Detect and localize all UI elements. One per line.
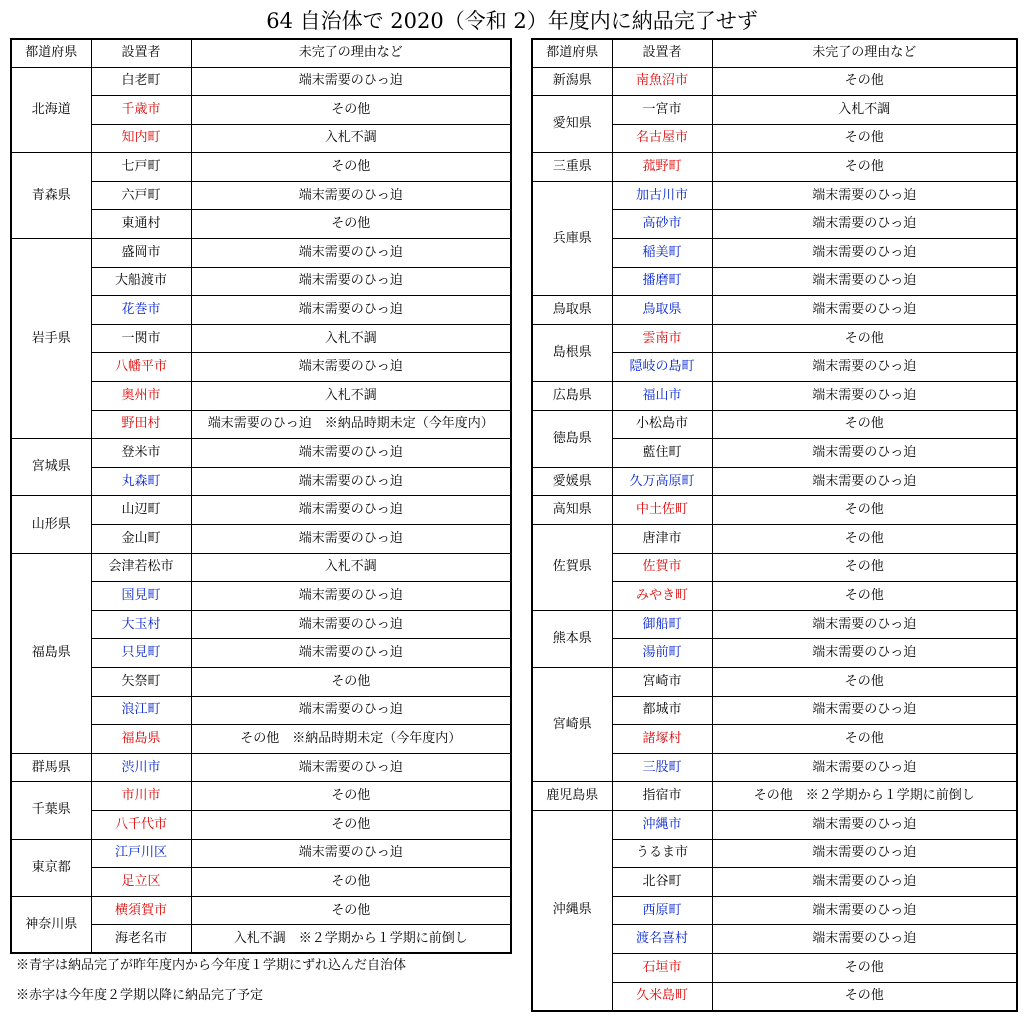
reason-cell: 入札不調 bbox=[191, 124, 511, 153]
installer-cell: 藍住町 bbox=[612, 439, 712, 468]
installer-cell: 石垣市 bbox=[612, 953, 712, 982]
reason-cell: 端末需要のひっ迫 bbox=[712, 353, 1017, 382]
installer-cell: 唐津市 bbox=[612, 525, 712, 554]
table-row bbox=[532, 181, 1017, 210]
reason-cell: 端末需要のひっ迫 bbox=[712, 467, 1017, 496]
header-reason: 未完了の理由など bbox=[191, 39, 511, 67]
reason-cell: 端末需要のひっ迫 bbox=[712, 696, 1017, 725]
installer-cell: 野田村 bbox=[91, 410, 191, 439]
reason-cell: 端末需要のひっ迫 bbox=[191, 296, 511, 325]
reason-cell: その他 bbox=[712, 553, 1017, 582]
prefecture-cell: 宮崎県 bbox=[532, 667, 612, 781]
left-table bbox=[10, 38, 512, 954]
reason-cell: 端末需要のひっ迫 bbox=[191, 67, 511, 96]
reason-cell: その他 bbox=[712, 667, 1017, 696]
installer-cell: 東通村 bbox=[91, 210, 191, 239]
table-header-row bbox=[532, 39, 1017, 67]
table-row bbox=[532, 96, 1017, 125]
prefecture-cell: 岩手県 bbox=[11, 239, 91, 439]
installer-cell: 御船町 bbox=[612, 610, 712, 639]
reason-cell: 端末需要のひっ迫 bbox=[712, 896, 1017, 925]
installer-cell: 国見町 bbox=[91, 582, 191, 611]
table-row bbox=[11, 153, 511, 182]
installer-cell: 渋川市 bbox=[91, 753, 191, 782]
reason-cell: 端末需要のひっ迫 bbox=[191, 839, 511, 868]
reason-cell: 端末需要のひっ迫 bbox=[712, 210, 1017, 239]
installer-cell: 会津若松市 bbox=[91, 553, 191, 582]
reason-cell: その他 bbox=[191, 810, 511, 839]
header-installer: 設置者 bbox=[91, 39, 191, 67]
prefecture-cell: 兵庫県 bbox=[532, 181, 612, 295]
reason-cell: 端末需要のひっ迫 bbox=[191, 525, 511, 554]
table-row bbox=[11, 439, 511, 468]
table-row bbox=[532, 296, 1017, 325]
installer-cell: 北谷町 bbox=[612, 868, 712, 897]
prefecture-cell: 広島県 bbox=[532, 382, 612, 411]
installer-cell: 加古川市 bbox=[612, 181, 712, 210]
installer-cell: 八幡平市 bbox=[91, 353, 191, 382]
header-prefecture: 都道府県 bbox=[11, 39, 91, 67]
reason-cell: その他 bbox=[191, 667, 511, 696]
prefecture-cell: 愛知県 bbox=[532, 96, 612, 153]
reason-cell: 端末需要のひっ迫 bbox=[191, 467, 511, 496]
installer-cell: 福島県 bbox=[91, 725, 191, 754]
table-row bbox=[532, 610, 1017, 639]
prefecture-cell: 東京都 bbox=[11, 839, 91, 896]
table-row bbox=[532, 382, 1017, 411]
reason-cell: その他 bbox=[191, 210, 511, 239]
table-row bbox=[11, 239, 511, 268]
installer-cell: 盛岡市 bbox=[91, 239, 191, 268]
installer-cell: 宮崎市 bbox=[612, 667, 712, 696]
reason-cell: 端末需要のひっ迫 bbox=[191, 582, 511, 611]
table-row bbox=[532, 496, 1017, 525]
installer-cell: 指宿市 bbox=[612, 782, 712, 811]
installer-cell: 湯前町 bbox=[612, 639, 712, 668]
reason-cell: 端末需要のひっ迫 bbox=[712, 810, 1017, 839]
prefecture-cell: 高知県 bbox=[532, 496, 612, 525]
reason-cell: 端末需要のひっ迫 bbox=[712, 296, 1017, 325]
table-row bbox=[532, 324, 1017, 353]
reason-cell: 端末需要のひっ迫 bbox=[712, 839, 1017, 868]
installer-cell: 海老名市 bbox=[91, 925, 191, 954]
prefecture-cell: 宮城県 bbox=[11, 439, 91, 496]
reason-cell: 端末需要のひっ迫 bbox=[191, 639, 511, 668]
installer-cell: 小松島市 bbox=[612, 410, 712, 439]
installer-cell: みやき町 bbox=[612, 582, 712, 611]
reason-cell: 端末需要のひっ迫 bbox=[712, 610, 1017, 639]
reason-cell: 端末需要のひっ迫 bbox=[712, 868, 1017, 897]
prefecture-cell: 北海道 bbox=[11, 67, 91, 153]
right-table-body bbox=[532, 39, 1017, 1011]
installer-cell: 大船渡市 bbox=[91, 267, 191, 296]
reason-cell: 端末需要のひっ迫 bbox=[191, 267, 511, 296]
reason-cell: 端末需要のひっ迫 bbox=[712, 639, 1017, 668]
installer-cell: 久万高原町 bbox=[612, 467, 712, 496]
table-row bbox=[532, 410, 1017, 439]
left-table-body bbox=[11, 39, 511, 953]
table-row bbox=[532, 782, 1017, 811]
table-header-row bbox=[11, 39, 511, 67]
reason-cell: その他 bbox=[191, 896, 511, 925]
reason-cell: 端末需要のひっ迫 bbox=[712, 239, 1017, 268]
reason-cell: 入札不調 ※２学期から１学期に前倒し bbox=[191, 925, 511, 954]
installer-cell: 浪江町 bbox=[91, 696, 191, 725]
prefecture-cell: 愛媛県 bbox=[532, 467, 612, 496]
reason-cell: その他 bbox=[712, 324, 1017, 353]
reason-cell: その他 bbox=[712, 67, 1017, 96]
reason-cell: 端末需要のひっ迫 bbox=[712, 925, 1017, 954]
installer-cell: 中土佐町 bbox=[612, 496, 712, 525]
installer-cell: 一関市 bbox=[91, 324, 191, 353]
installer-cell: 山辺町 bbox=[91, 496, 191, 525]
reason-cell: 端末需要のひっ迫 bbox=[191, 181, 511, 210]
installer-cell: 大玉村 bbox=[91, 610, 191, 639]
table-row bbox=[11, 553, 511, 582]
header-reason: 未完了の理由など bbox=[712, 39, 1017, 67]
reason-cell: その他 bbox=[712, 496, 1017, 525]
reason-cell: その他 bbox=[712, 525, 1017, 554]
prefecture-cell: 青森県 bbox=[11, 153, 91, 239]
prefecture-cell: 鹿児島県 bbox=[532, 782, 612, 811]
note-red-legend: ※赤字は今年度２学期以降に納品完了予定 bbox=[16, 988, 264, 1003]
installer-cell: 南魚沼市 bbox=[612, 67, 712, 96]
reason-cell: その他 bbox=[712, 982, 1017, 1011]
reason-cell: 端末需要のひっ迫 bbox=[712, 267, 1017, 296]
header-prefecture: 都道府県 bbox=[532, 39, 612, 67]
prefecture-cell: 徳島県 bbox=[532, 410, 612, 467]
reason-cell: 入札不調 bbox=[191, 324, 511, 353]
installer-cell: 市川市 bbox=[91, 782, 191, 811]
installer-cell: 一宮市 bbox=[612, 96, 712, 125]
installer-cell: 六戸町 bbox=[91, 181, 191, 210]
prefecture-cell: 新潟県 bbox=[532, 67, 612, 96]
page-title: 64 自治体で 2020（令和 2）年度内に納品完了せず bbox=[266, 9, 758, 33]
prefecture-cell: 鳥取県 bbox=[532, 296, 612, 325]
installer-cell: 三股町 bbox=[612, 753, 712, 782]
reason-cell: 入札不調 bbox=[191, 553, 511, 582]
reason-cell: その他 bbox=[191, 96, 511, 125]
installer-cell: 沖縄市 bbox=[612, 810, 712, 839]
reason-cell: その他 bbox=[191, 782, 511, 811]
prefecture-cell: 沖縄県 bbox=[532, 810, 612, 1010]
prefecture-cell: 島根県 bbox=[532, 324, 612, 381]
table-row bbox=[532, 525, 1017, 554]
installer-cell: 白老町 bbox=[91, 67, 191, 96]
installer-cell: 佐賀市 bbox=[612, 553, 712, 582]
reason-cell: その他 bbox=[712, 153, 1017, 182]
installer-cell: 知内町 bbox=[91, 124, 191, 153]
note-blue-legend: ※青字は納品完了が昨年度内から今年度１学期にずれ込んだ自治体 bbox=[16, 958, 407, 973]
installer-cell: 八千代市 bbox=[91, 810, 191, 839]
table-row bbox=[11, 496, 511, 525]
installer-cell: 播磨町 bbox=[612, 267, 712, 296]
prefecture-cell: 熊本県 bbox=[532, 610, 612, 667]
table-row bbox=[532, 153, 1017, 182]
reason-cell: 端末需要のひっ迫 bbox=[191, 753, 511, 782]
reason-cell: 端末需要のひっ迫 bbox=[191, 353, 511, 382]
installer-cell: 菰野町 bbox=[612, 153, 712, 182]
installer-cell: 七戸町 bbox=[91, 153, 191, 182]
installer-cell: 金山町 bbox=[91, 525, 191, 554]
installer-cell: 矢祭町 bbox=[91, 667, 191, 696]
installer-cell: 只見町 bbox=[91, 639, 191, 668]
installer-cell: 隠岐の島町 bbox=[612, 353, 712, 382]
installer-cell: 登米市 bbox=[91, 439, 191, 468]
installer-cell: 稲美町 bbox=[612, 239, 712, 268]
reason-cell: 端末需要のひっ迫 bbox=[712, 753, 1017, 782]
prefecture-cell: 佐賀県 bbox=[532, 525, 612, 611]
reason-cell: 端末需要のひっ迫 bbox=[191, 239, 511, 268]
reason-cell: 端末需要のひっ迫 bbox=[191, 439, 511, 468]
installer-cell: 渡名喜村 bbox=[612, 925, 712, 954]
installer-cell: 都城市 bbox=[612, 696, 712, 725]
installer-cell: 雲南市 bbox=[612, 324, 712, 353]
reason-cell: その他 bbox=[712, 725, 1017, 754]
reason-cell: 端末需要のひっ迫 bbox=[712, 382, 1017, 411]
installer-cell: 千歳市 bbox=[91, 96, 191, 125]
reason-cell: その他 ※２学期から１学期に前倒し bbox=[712, 782, 1017, 811]
reason-cell: 入札不調 bbox=[191, 382, 511, 411]
table-row bbox=[532, 467, 1017, 496]
installer-cell: 福山市 bbox=[612, 382, 712, 411]
installer-cell: うるま市 bbox=[612, 839, 712, 868]
reason-cell: その他 bbox=[712, 410, 1017, 439]
table-row bbox=[11, 839, 511, 868]
reason-cell: 端末需要のひっ迫 bbox=[712, 439, 1017, 468]
installer-cell: 久米島町 bbox=[612, 982, 712, 1011]
installer-cell: 足立区 bbox=[91, 868, 191, 897]
installer-cell: 高砂市 bbox=[612, 210, 712, 239]
installer-cell: 江戸川区 bbox=[91, 839, 191, 868]
installer-cell: 名古屋市 bbox=[612, 124, 712, 153]
installer-cell: 奥州市 bbox=[91, 382, 191, 411]
reason-cell: その他 bbox=[712, 124, 1017, 153]
reason-cell: 端末需要のひっ迫 ※納品時期未定（今年度内） bbox=[191, 410, 511, 439]
installer-cell: 西原町 bbox=[612, 896, 712, 925]
reason-cell: その他 bbox=[191, 153, 511, 182]
table-row bbox=[11, 896, 511, 925]
installer-cell: 丸森町 bbox=[91, 467, 191, 496]
reason-cell: その他 bbox=[712, 582, 1017, 611]
reason-cell: 端末需要のひっ迫 bbox=[191, 696, 511, 725]
table-row bbox=[532, 810, 1017, 839]
right-table bbox=[531, 38, 1018, 1012]
installer-cell: 花巻市 bbox=[91, 296, 191, 325]
installer-cell: 鳥取県 bbox=[612, 296, 712, 325]
installer-cell: 諸塚村 bbox=[612, 725, 712, 754]
installer-cell: 横須賀市 bbox=[91, 896, 191, 925]
prefecture-cell: 福島県 bbox=[11, 553, 91, 753]
table-row bbox=[11, 753, 511, 782]
prefecture-cell: 千葉県 bbox=[11, 782, 91, 839]
reason-cell: その他 ※納品時期未定（今年度内） bbox=[191, 725, 511, 754]
reason-cell: その他 bbox=[191, 868, 511, 897]
prefecture-cell: 神奈川県 bbox=[11, 896, 91, 953]
table-row bbox=[11, 782, 511, 811]
header-installer: 設置者 bbox=[612, 39, 712, 67]
reason-cell: 端末需要のひっ迫 bbox=[712, 181, 1017, 210]
reason-cell: 入札不調 bbox=[712, 96, 1017, 125]
prefecture-cell: 山形県 bbox=[11, 496, 91, 553]
reason-cell: その他 bbox=[712, 953, 1017, 982]
reason-cell: 端末需要のひっ迫 bbox=[191, 610, 511, 639]
table-row bbox=[11, 67, 511, 96]
table-row bbox=[532, 667, 1017, 696]
prefecture-cell: 群馬県 bbox=[11, 753, 91, 782]
table-row bbox=[532, 67, 1017, 96]
prefecture-cell: 三重県 bbox=[532, 153, 612, 182]
reason-cell: 端末需要のひっ迫 bbox=[191, 496, 511, 525]
